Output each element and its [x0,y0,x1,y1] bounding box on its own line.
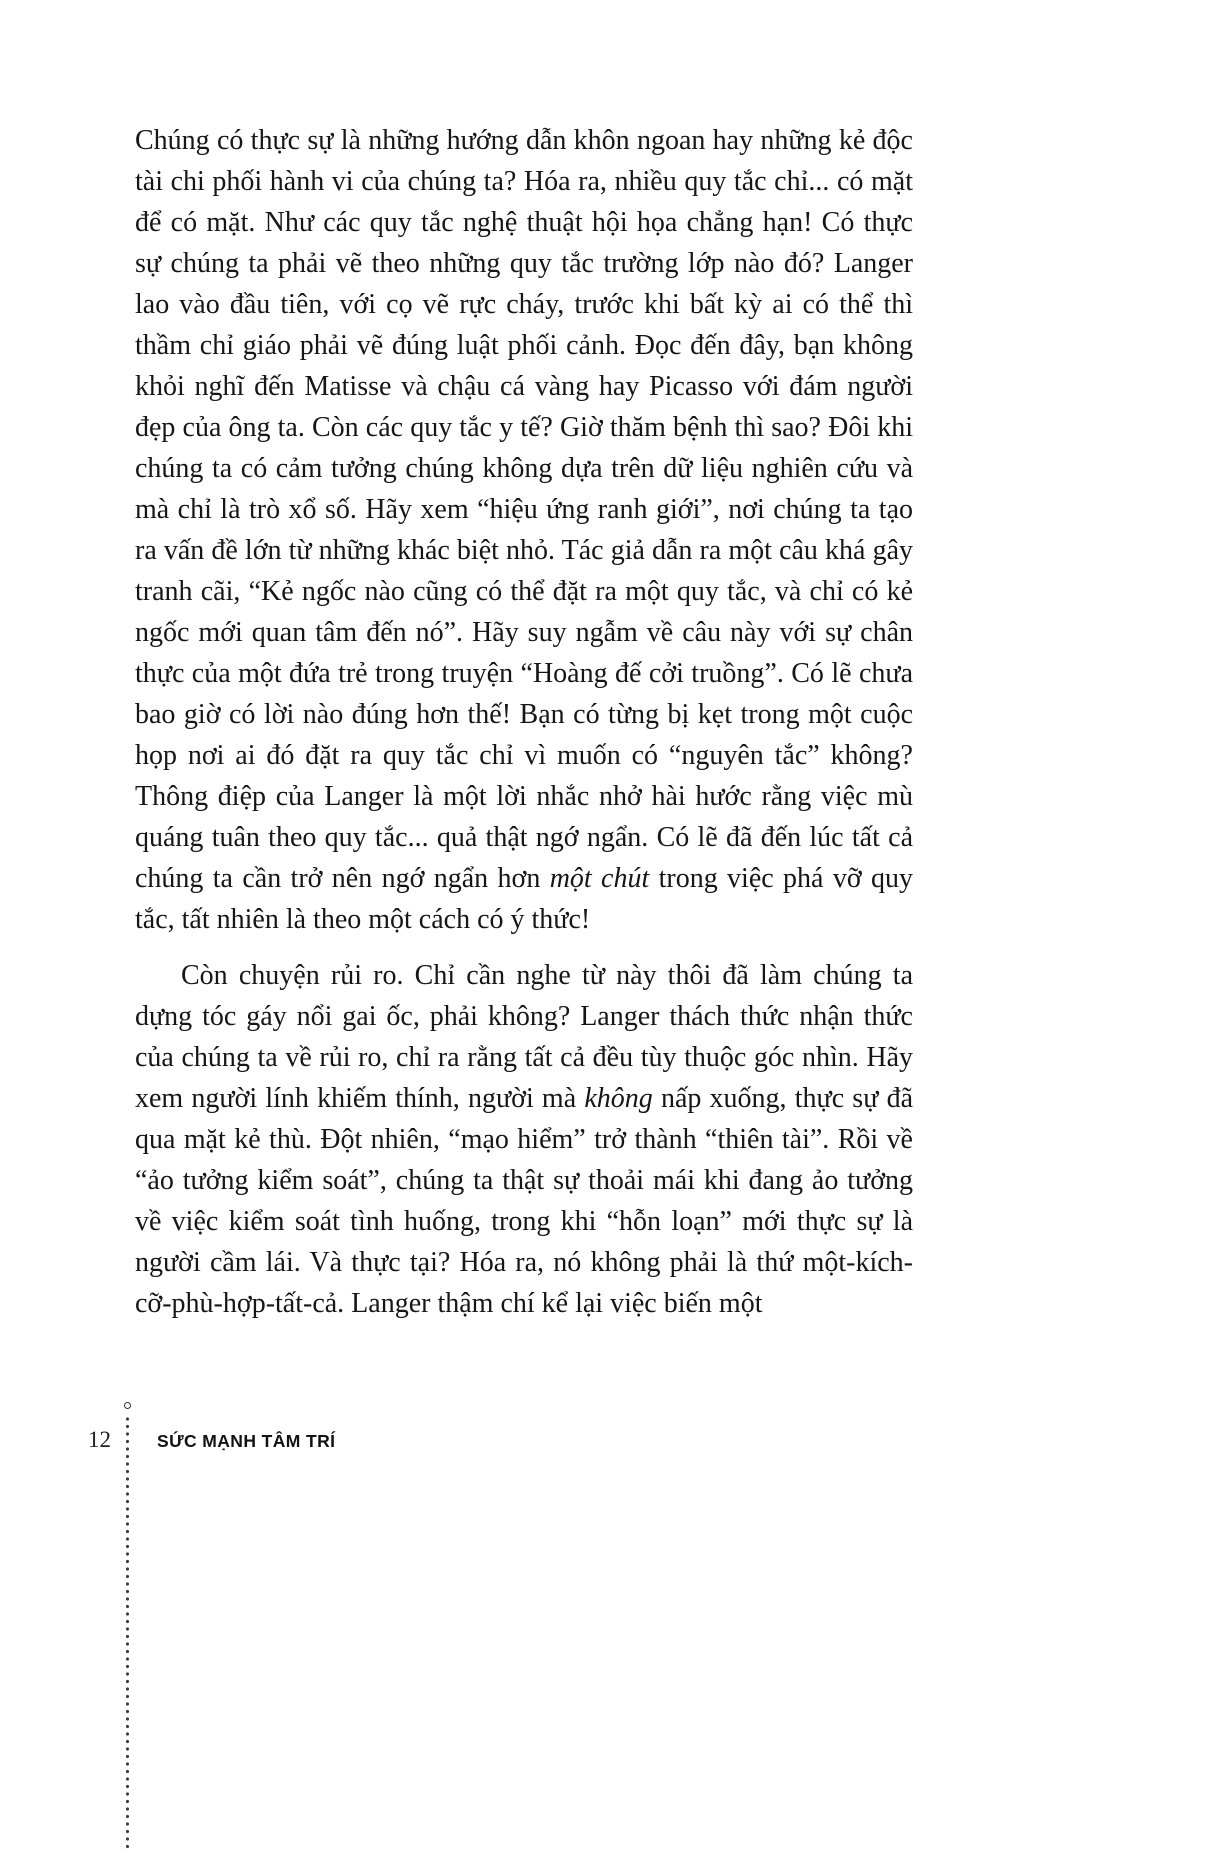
book-title: SỨC MẠNH TÂM TRÍ [157,1431,336,1451]
text-segment: trong việc phá vỡ quy tắc, tất nhiên là theo một cách có ý thức! [135,863,913,935]
footer-ornament-circle-icon [124,1402,131,1409]
text-segment: không [584,1083,653,1114]
text-segment: Chúng có thực sự là những hướng dẫn khôn ngoan hay những kẻ độc tài chi phối hành vi của chúng ta? Hóa ra, nhiều quy tắc chỉ... có mặt để có mặt. Như các quy tắc nghệ thuật hội họa chẳng hạn! Có thực sự chúng ta phải vẽ theo những quy tắc trường lớp nào đó? Langer lao vào đầu tiên, với cọ vẽ rực cháy, trước khi bất kỳ ai có thể thì thầm chỉ giáo phải vẽ đúng luật phối cảnh. Đọc đến đây, bạn không khỏi nghĩ đến Matisse và chậu cá vàng hay Picasso với đám người đẹp của ông ta. Còn các quy tắc y tế? Giờ thăm bệnh thì sao? Đôi khi chúng ta có cảm tưởng chúng không dựa trên dữ liệu nghiên cứu và mà chỉ là trò xổ số. Hãy xem “hiệu ứng ranh giới”, nơi chúng ta tạo ra vấn đề lớn từ những khác biệt nhỏ. Tác giả dẫn ra một câu khá gây tranh cãi, “Kẻ ngốc nào cũng có thể đặt ra một quy tắc, và chỉ có kẻ ngốc mới quan tâm đến nó”. Hãy suy ngẫm về câu này với sự chân thực của một đứa trẻ trong truyện “Hoàng đế cởi truồng”. Có lẽ chưa bao giờ có lời nào đúng hơn thế! Bạn có từng bị kẹt trong một cuộc họp nơi ai đó đặt ra quy tắc chỉ vì muốn có “nguyên tắc” không? Thông điệp của Langer là một lời nhắc nhở hài hước rằng việc mù quáng tuân theo quy tắc... quả thật ngớ ngẩn. Có lẽ đã đến lúc tất cả chúng ta cần trở nên ngớ ngẩn hơn [135,125,913,894]
paragraph [135,955,913,1324]
text-segment: Còn chuyện rủi ro. Chỉ cần nghe từ này thôi đã làm chúng ta dựng tóc gáy nổi gai ốc, phải không? Langer thách thức nhận thức của chúng ta về rủi ro, chỉ ra rằng tất cả đều tùy thuộc góc nhìn. Hãy xem người lính khiếm thính, người mà [135,960,913,1114]
paragraph [135,120,913,940]
page-number: 12 [88,1427,111,1452]
footer-dotted-divider [126,1417,129,1851]
text-segment: nấp xuống, thực sự đã qua mặt kẻ thù. Đột nhiên, “mạo hiểm” trở thành “thiên tài”. Rồi về “ảo tưởng kiểm soát”, chúng ta thật sự thoải mái khi đang ảo tưởng về việc kiểm soát tình huống, trong khi “hỗn loạn” mới thực sự là người cầm lái. Và thực tại? Hóa ra, nó không phải là thứ một-kích-cỡ-phù-hợp-tất-cả. Langer thậm chí kể lại việc biến một [135,1083,913,1319]
body-text [135,120,913,1324]
text-segment: một chút [549,863,650,894]
